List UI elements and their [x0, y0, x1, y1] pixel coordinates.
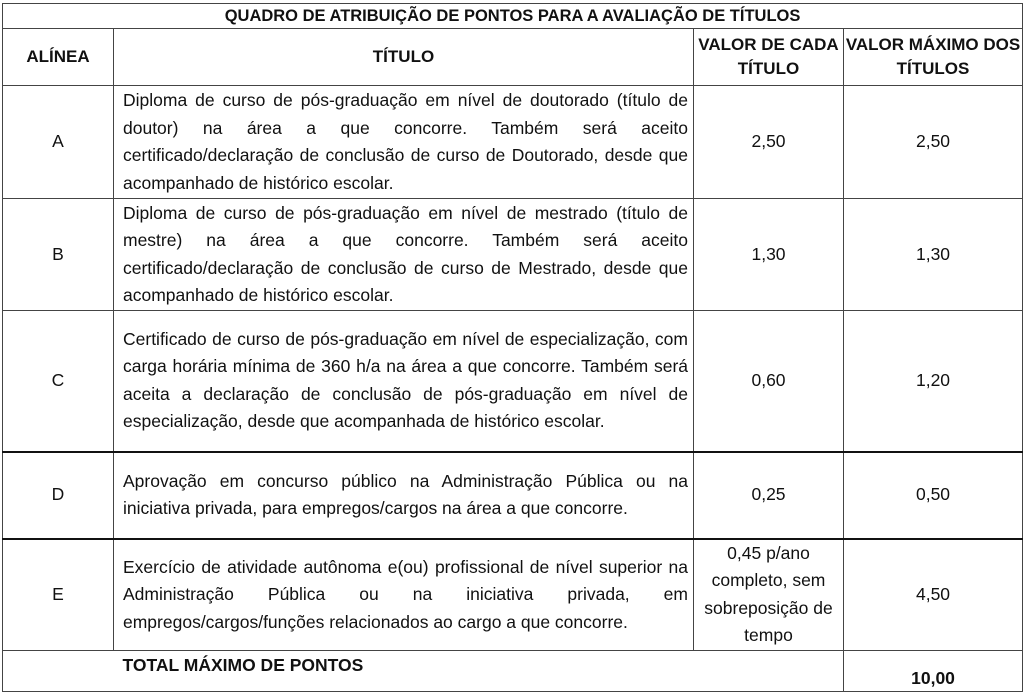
row-valor-cada: 2,50 [694, 86, 844, 199]
row-titulo: Exercício de atividade autônoma e(ou) profissional de nível superior na Administração Pública ou na iniciativa privada, em empregos/cargos/funções relacionados ao cargo a que concorre. [114, 539, 694, 651]
total-value: 10,00 [844, 651, 1023, 692]
row-valor-maximo: 0,50 [844, 452, 1023, 539]
row-valor-cada: 0,45 p/ano completo, sem sobreposição de tempo [694, 539, 844, 651]
row-alinea: E [3, 539, 114, 651]
points-table [2, 3, 1023, 692]
table-row [3, 311, 1023, 452]
total-spacer [3, 651, 114, 692]
table-row [3, 199, 1023, 311]
row-valor-cada: 0,25 [694, 452, 844, 539]
table-title: QUADRO DE ATRIBUIÇÃO DE PONTOS PARA A AVALIAÇÃO DE TÍTULOS [3, 4, 1023, 29]
row-valor-cada: 1,30 [694, 199, 844, 311]
row-valor-maximo: 2,50 [844, 86, 1023, 199]
header-alinea: ALÍNEA [3, 29, 114, 86]
row-titulo: Certificado de curso de pós-graduação em nível de especialização, com carga horária mínima de 360 h/a na área a que concorre. Também será aceita a declaração de conclusão de pós-graduação em nível de especialização, desde que acompanhada de histórico escolar. [114, 311, 694, 452]
row-titulo: Diploma de curso de pós-graduação em nível de doutorado (título de doutor) na área a que concorre. Também será aceito certificado/declaração de conclusão de curso de Doutorado, desde que acompanhado de histórico escolar. [114, 86, 694, 199]
table-row [3, 452, 1023, 539]
row-valor-maximo: 4,50 [844, 539, 1023, 651]
total-label: TOTAL MÁXIMO DE PONTOS [114, 651, 844, 692]
row-titulo: Diploma de curso de pós-graduação em nível de mestrado (título de mestre) na área a que concorre. Também será aceito certificado/declaração de conclusão de curso de Mestrado, desde que acompanhado de histórico escolar. [114, 199, 694, 311]
table-row [3, 539, 1023, 651]
row-alinea: D [3, 452, 114, 539]
total-row [3, 651, 1023, 692]
header-titulo: TÍTULO [114, 29, 694, 86]
row-valor-maximo: 1,20 [844, 311, 1023, 452]
table-row [3, 86, 1023, 199]
row-alinea: C [3, 311, 114, 452]
row-valor-maximo: 1,30 [844, 199, 1023, 311]
header-valor-maximo: VALOR MÁXIMO DOS TÍTULOS [844, 29, 1023, 86]
header-valor-cada: VALOR DE CADA TÍTULO [694, 29, 844, 86]
row-valor-cada: 0,60 [694, 311, 844, 452]
row-titulo: Aprovação em concurso público na Administração Pública ou na iniciativa privada, para empregos/cargos na área a que concorre. [114, 452, 694, 539]
row-alinea: A [3, 86, 114, 199]
row-alinea: B [3, 199, 114, 311]
